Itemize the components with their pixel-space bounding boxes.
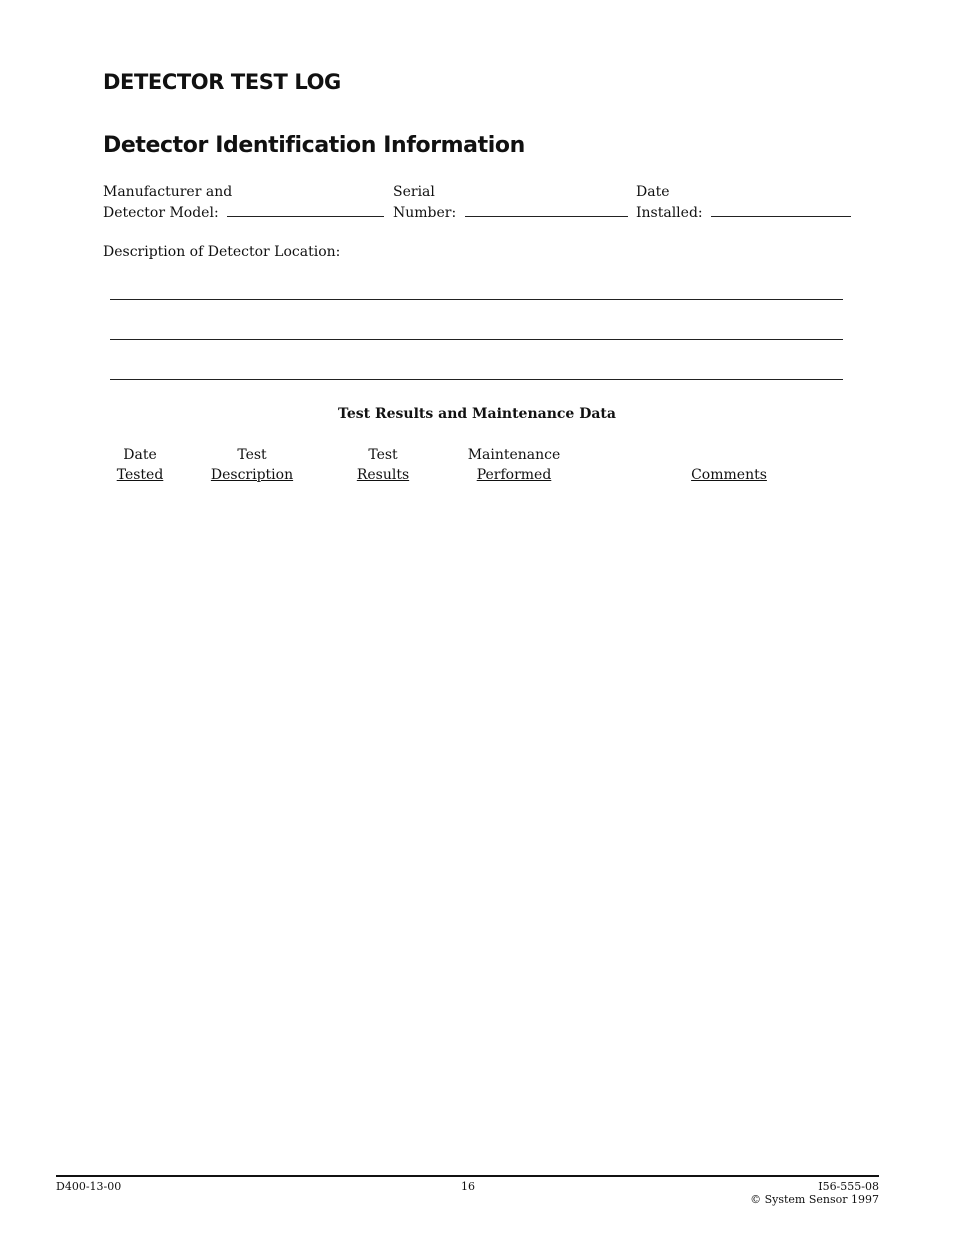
date-installed-blank-line xyxy=(711,202,851,217)
location-blank-line-1 xyxy=(110,299,843,300)
column-header-test-description: Test Description xyxy=(210,447,294,483)
date-installed-label-line2: Installed: xyxy=(636,205,703,221)
table-title: Test Results and Maintenance Data xyxy=(338,406,616,422)
serial-field xyxy=(393,182,628,223)
footer-right xyxy=(750,1180,879,1206)
manufacturer-blank-line xyxy=(227,202,384,217)
serial-label-line2: Number: xyxy=(393,205,457,221)
page-title: DETECTOR TEST LOG xyxy=(103,70,341,94)
manufacturer-label-line2: Detector Model: xyxy=(103,205,219,221)
footer-doc-code: D400-13-00 xyxy=(56,1180,122,1193)
serial-blank-line xyxy=(465,202,628,217)
manufacturer-field xyxy=(103,182,384,223)
column-header-test-results: Test Results xyxy=(356,447,410,483)
serial-label-line1: Serial xyxy=(393,184,435,200)
footer-part-number: I56-555-08 xyxy=(818,1180,879,1193)
column-header-maintenance-performed: Maintenance Performed xyxy=(467,447,561,483)
column-header-comments: Comments xyxy=(691,467,767,483)
column-header-date-tested: Date Tested xyxy=(116,447,164,483)
location-label: Description of Detector Location: xyxy=(103,244,341,260)
section-title: Detector Identification Information xyxy=(103,133,525,158)
date-installed-field xyxy=(636,182,851,223)
footer-page-number: 16 xyxy=(461,1180,475,1193)
location-blank-line-3 xyxy=(110,379,843,380)
footer-rule xyxy=(56,1175,879,1177)
manufacturer-label-line1: Manufacturer and xyxy=(103,184,233,200)
footer-copyright: © System Sensor 1997 xyxy=(750,1193,879,1206)
location-blank-line-2 xyxy=(110,339,843,340)
date-installed-label-line1: Date xyxy=(636,184,670,200)
